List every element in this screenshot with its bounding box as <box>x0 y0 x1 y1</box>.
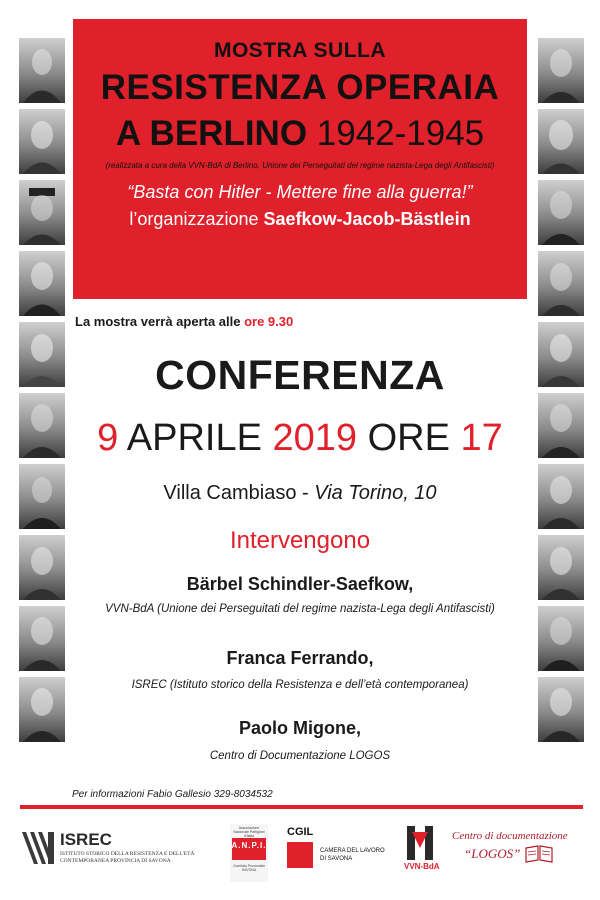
anpi-name: A.N.P.I. <box>231 841 267 850</box>
contact-info: Per informazioni Fabio Gallesio 329-8034532 <box>72 789 273 800</box>
cgil-subtitle-line: DI SAVONA <box>320 855 353 862</box>
portrait-photo <box>538 393 584 458</box>
date-day: 9 <box>97 417 119 459</box>
venue-address: Via Torino, 10 <box>314 482 437 504</box>
organization-name: Saefkow-Jacob-Bästlein <box>263 209 471 229</box>
footer-divider <box>20 805 583 809</box>
logos-center-name: “LOGOS” <box>464 846 521 861</box>
anpi-badge <box>230 824 268 882</box>
portrait-photo <box>538 109 584 174</box>
portrait-photo <box>538 464 584 529</box>
conference-venue <box>73 482 527 505</box>
anpi-bottom-text: Comitato Provinciale SAVONA <box>232 864 266 872</box>
organization-prefix: l’organizzazione <box>129 209 264 229</box>
portrait-photo <box>538 535 584 600</box>
banner-years: 1942-1945 <box>307 114 485 153</box>
portrait-photo <box>19 251 65 316</box>
opening-hour: ore 9.30 <box>244 314 294 329</box>
banner-credit: (realizzata a cura della VVN-BdA di Berlino, Unione dei Perseguitati del regime nazista-Lega degli Antifascisti) <box>105 161 495 170</box>
vvn-bda-logo <box>404 824 444 880</box>
banner-organization <box>73 209 527 230</box>
portrait-photo <box>19 535 65 600</box>
portrait-photo <box>19 38 65 103</box>
isrec-logo <box>20 828 240 872</box>
cgil-subtitle <box>320 848 385 864</box>
logos-center-title: Centro di documentazione <box>452 830 568 842</box>
isrec-name: ISREC <box>60 830 112 849</box>
cgil-name: CGIL <box>287 826 314 838</box>
sponsor-logos <box>0 818 600 888</box>
portrait-photo <box>538 606 584 671</box>
anpi-top-text: Associazione Nazionale Partigiani d'Italia <box>233 826 265 838</box>
speaker-role: VVN-BdA (Unione dei Perseguitati del regime nazista-Lega degli Antifascisti) <box>105 603 495 615</box>
cgil-mark-icon <box>287 842 313 868</box>
opening-time <box>75 314 293 329</box>
speakers-heading: Intervengono <box>229 527 371 554</box>
date-year: 2019 <box>272 417 358 459</box>
portrait-photo <box>538 677 584 742</box>
portrait-photo <box>19 677 65 742</box>
banner-title: RESISTENZA OPERAIA <box>100 68 500 107</box>
banner-quote: “Basta con Hitler - Mettere fine alla guerra!” <box>127 182 473 202</box>
banner-city: A BERLINO <box>115 114 308 153</box>
venue-name: Villa Cambiaso <box>163 482 297 504</box>
conference-title: CONFERENZA <box>155 352 445 398</box>
venue-separator: - <box>296 482 315 504</box>
opening-text: La mostra verrà aperta alle <box>75 314 245 329</box>
portrait-photo <box>19 464 65 529</box>
cgil-subtitle-line: CAMERA DEL LAVORO <box>320 848 385 854</box>
vvn-triangle-icon <box>404 824 436 862</box>
portrait-photo <box>19 393 65 458</box>
banner-kicker: MOSTRA SULLA <box>213 39 387 62</box>
portrait-photo <box>538 322 584 387</box>
date-month: APRILE <box>118 417 273 459</box>
speaker-role: Centro di Documentazione LOGOS <box>209 750 391 762</box>
portrait-photo <box>19 109 65 174</box>
vvn-bda-name: VVN-BdA <box>404 862 440 871</box>
speaker-name: Bärbel Schindler-Saefkow, <box>186 574 414 594</box>
speaker-role: ISREC (Istituto storico della Resistenza e dell’età contemporanea) <box>131 679 469 691</box>
portrait-photo <box>19 180 65 245</box>
portrait-column-left <box>19 38 65 748</box>
date-hour: 17 <box>460 417 503 459</box>
portrait-column-right <box>538 38 584 748</box>
portrait-photo <box>538 180 584 245</box>
isrec-subtitle: ISTITUTO STORICO DELLA RESISTENZA E DELL'ETÀ CONTEMPORANEA PROVINCIA DI SAVONA <box>60 851 195 865</box>
speaker-name: Paolo Migone, <box>238 718 361 738</box>
conference-date <box>73 417 527 460</box>
portrait-photo <box>538 251 584 316</box>
portrait-photo <box>19 606 65 671</box>
banner-subtitle <box>73 114 527 154</box>
book-icon <box>524 844 554 864</box>
portrait-photo <box>538 38 584 103</box>
speaker-name: Franca Ferrando, <box>226 648 374 668</box>
cgil-logo <box>287 826 397 876</box>
logos-center-logo <box>452 830 582 874</box>
portrait-photo <box>19 322 65 387</box>
date-time-word: ORE <box>357 417 461 459</box>
anpi-logo <box>230 824 268 882</box>
title-banner <box>73 19 527 299</box>
